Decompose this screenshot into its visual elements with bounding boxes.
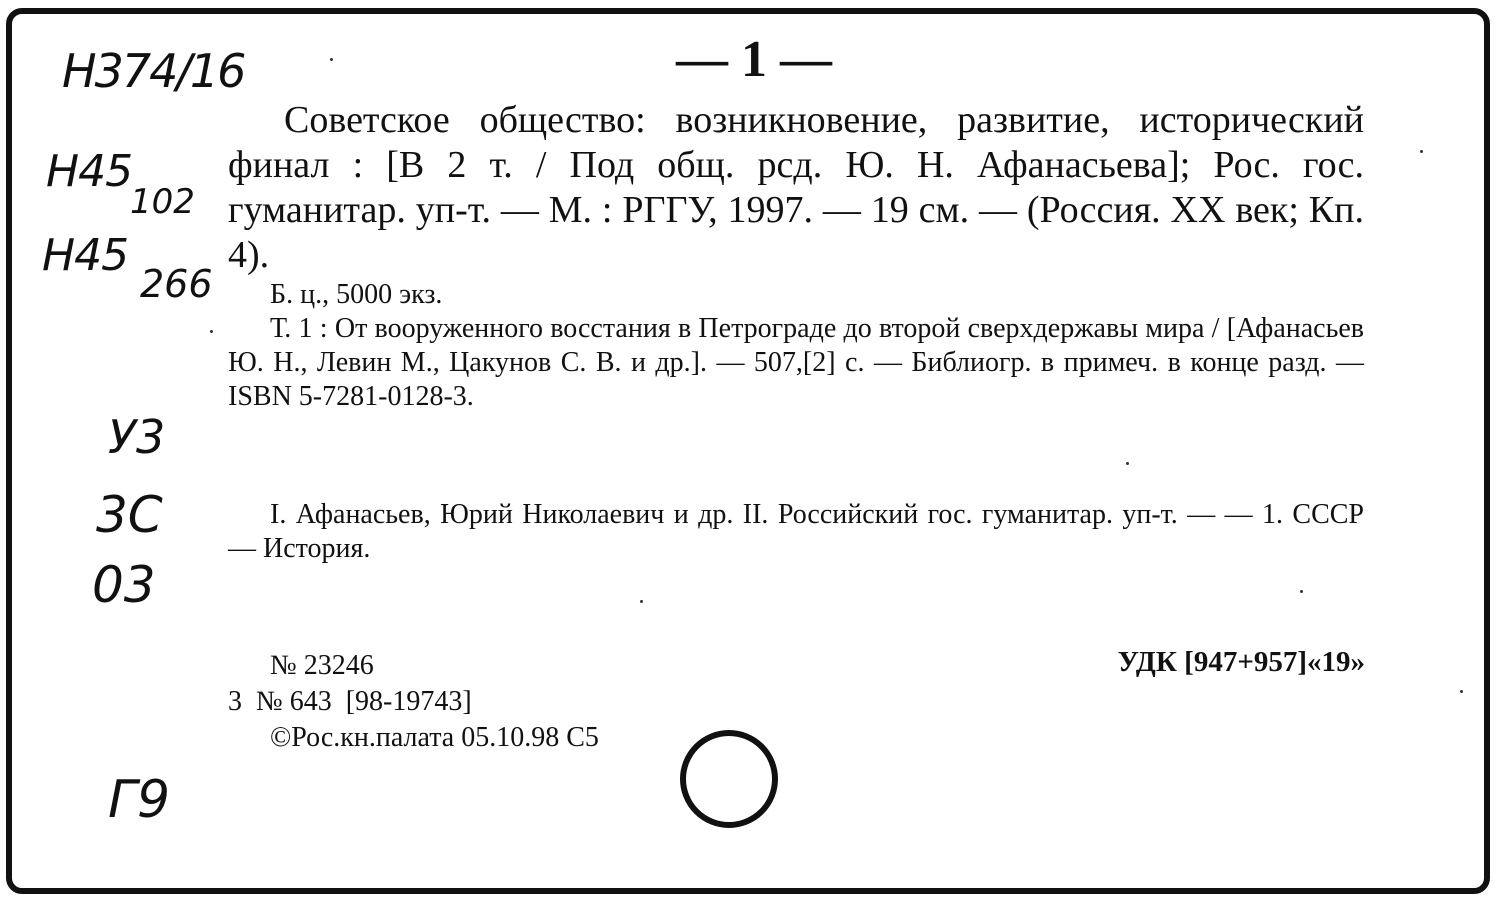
udk-classification: УДК [947+957]«19» xyxy=(1117,646,1365,678)
card-footer xyxy=(228,648,599,756)
punch-hole-icon xyxy=(680,730,778,828)
circulation-block xyxy=(228,278,1364,312)
footer-record: 3 № 643 [98-19743] xyxy=(228,686,472,717)
speck xyxy=(1300,590,1303,593)
title-statement: Советское общество: возникновение, развитие, исторический финал : [В 2 т. / Под общ. рсд. Ю. Н. Афанасьева]; Рос. гос. гуманитар. уп-т. — М. : РГГУ, 1997. — 19 см. — (Россия. XX век; Кп. 4). xyxy=(228,99,1364,276)
handwritten-shelfmark: Н374/16 xyxy=(62,44,245,98)
handwritten-code-1: Н45 xyxy=(46,146,133,197)
main-entry xyxy=(228,98,1364,278)
speck xyxy=(1126,462,1129,465)
handwritten-code-6: Г9 xyxy=(108,770,171,830)
handwritten-code-3: У3 xyxy=(108,410,166,464)
speck xyxy=(640,600,643,603)
speck xyxy=(330,58,333,61)
card-number: — 1 — xyxy=(676,31,832,88)
handwritten-code-2: Н45 xyxy=(42,230,129,281)
volume-note: Т. 1 : От вооруженного восстания в Петрограде до второй сверхдержавы мира / [Афанасьев Ю. Н., Левин М., Цакунов С. В. и др.]. — 507,[2] с. — Библиогр. в примеч. в конце разд. — ISBN 5-7281-0128-3. xyxy=(228,313,1364,412)
tracings: I. Афанасьев, Юрий Николаевич и др. II. Российский гос. гуманитар. уп-т. — — 1. СССР — История. xyxy=(228,499,1364,564)
speck xyxy=(1420,150,1423,153)
footer-accession: № 23246 xyxy=(270,650,374,681)
handwritten-code-5: 03 xyxy=(92,556,156,614)
handwritten-code-2-sub: 266 xyxy=(140,262,213,306)
handwritten-code-4: 3С xyxy=(96,486,163,544)
circulation-note: Б. ц., 5000 экз. xyxy=(270,279,443,310)
tracings-block xyxy=(228,498,1364,566)
speck xyxy=(1460,690,1463,693)
handwritten-code-1-sub: 102 xyxy=(130,182,195,222)
volume-block xyxy=(228,312,1364,414)
speck xyxy=(210,330,213,333)
footer-copyright: ©Рос.кн.палата 05.10.98 С5 xyxy=(270,722,599,753)
